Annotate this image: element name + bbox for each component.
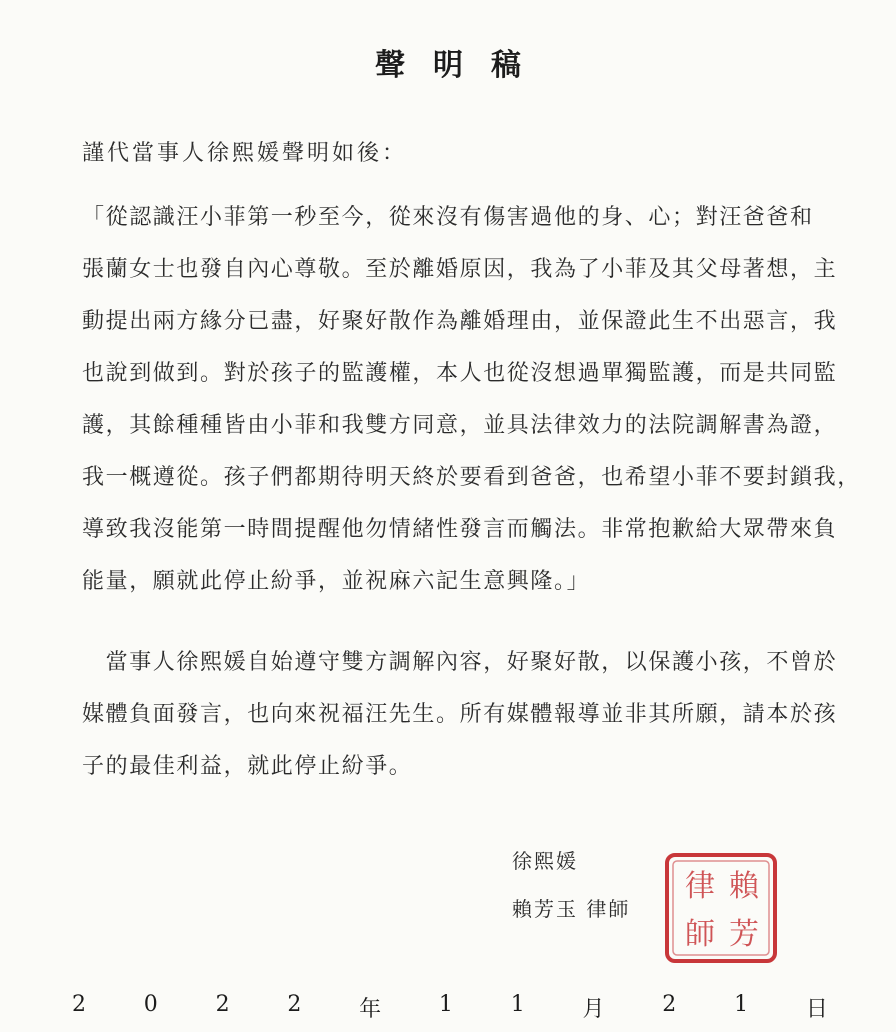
quote-line: 也說到做到。對於孩子的監護權，本人也從沒想過單獨監護，而是共同監 [82, 361, 838, 386]
date-month-digit: 1 [510, 992, 525, 1017]
quote-line: 能量，願就此停止紛爭，並祝麻六記生意興隆。」 [82, 569, 591, 594]
quote-line: 護，其餘種種皆由小菲和我雙方同意，並具法律效力的法院調解書為證， [82, 413, 838, 438]
svg-text:律: 律 [685, 869, 715, 904]
document-date [72, 992, 828, 1023]
quote-line: 導致我沒能第一時間提醒他勿情緒性發言而觸法。非常抱歉給大眾帶來負 [82, 517, 838, 542]
paragraph-line: 當事人徐熙媛自始遵守雙方調解內容，好聚好散，以保護小孩，不曾於 [82, 650, 838, 675]
date-month-label: 月 [582, 997, 605, 1022]
quote-line: 我一概遵從。孩子們都期待明天終於要看到爸爸，也希望小菲不要封鎖我， [82, 465, 861, 490]
svg-text:賴: 賴 [729, 869, 759, 904]
quote-line: 「從認識汪小菲第一秒至今，從來沒有傷害過他的身、心；對汪爸爸和 [82, 205, 814, 230]
date-day-digit: 2 [662, 992, 677, 1017]
intro-line: 謹代當事人徐熙媛聲明如後： [82, 141, 408, 166]
date-day-label: 日 [805, 997, 828, 1022]
document-title: 聲明稿 [375, 48, 549, 83]
date-year-digit: 2 [215, 992, 230, 1017]
date-year-digit: 0 [143, 992, 158, 1017]
date-year-digit: 2 [287, 992, 302, 1017]
svg-text:芳: 芳 [729, 917, 759, 952]
paragraph-line: 子的最佳利益，就此停止紛爭。 [82, 754, 413, 779]
closing-paragraph [82, 643, 838, 799]
quote-line: 動提出兩方緣分已盡，好聚好散作為離婚理由，並保證此生不出惡言，我 [82, 309, 838, 334]
signature-lawyer: 賴芳玉 律師 [512, 897, 631, 921]
date-month-digit: 1 [438, 992, 453, 1017]
date-year-label: 年 [359, 997, 382, 1022]
signature-name: 徐熙媛 [512, 849, 578, 873]
quote-line: 張蘭女士也發自內心尊敬。至於離婚原因，我為了小菲及其父母著想，主 [82, 257, 838, 282]
svg-text:師: 師 [685, 917, 715, 952]
date-year-digit: 2 [72, 992, 86, 1017]
quoted-statement [82, 198, 861, 614]
date-day-digit: 1 [734, 992, 749, 1017]
lawyer-seal-stamp [664, 852, 778, 964]
paragraph-line: 媒體負面發言，也向來祝福汪先生。所有媒體報導並非其所願，請本於孩 [82, 702, 838, 727]
